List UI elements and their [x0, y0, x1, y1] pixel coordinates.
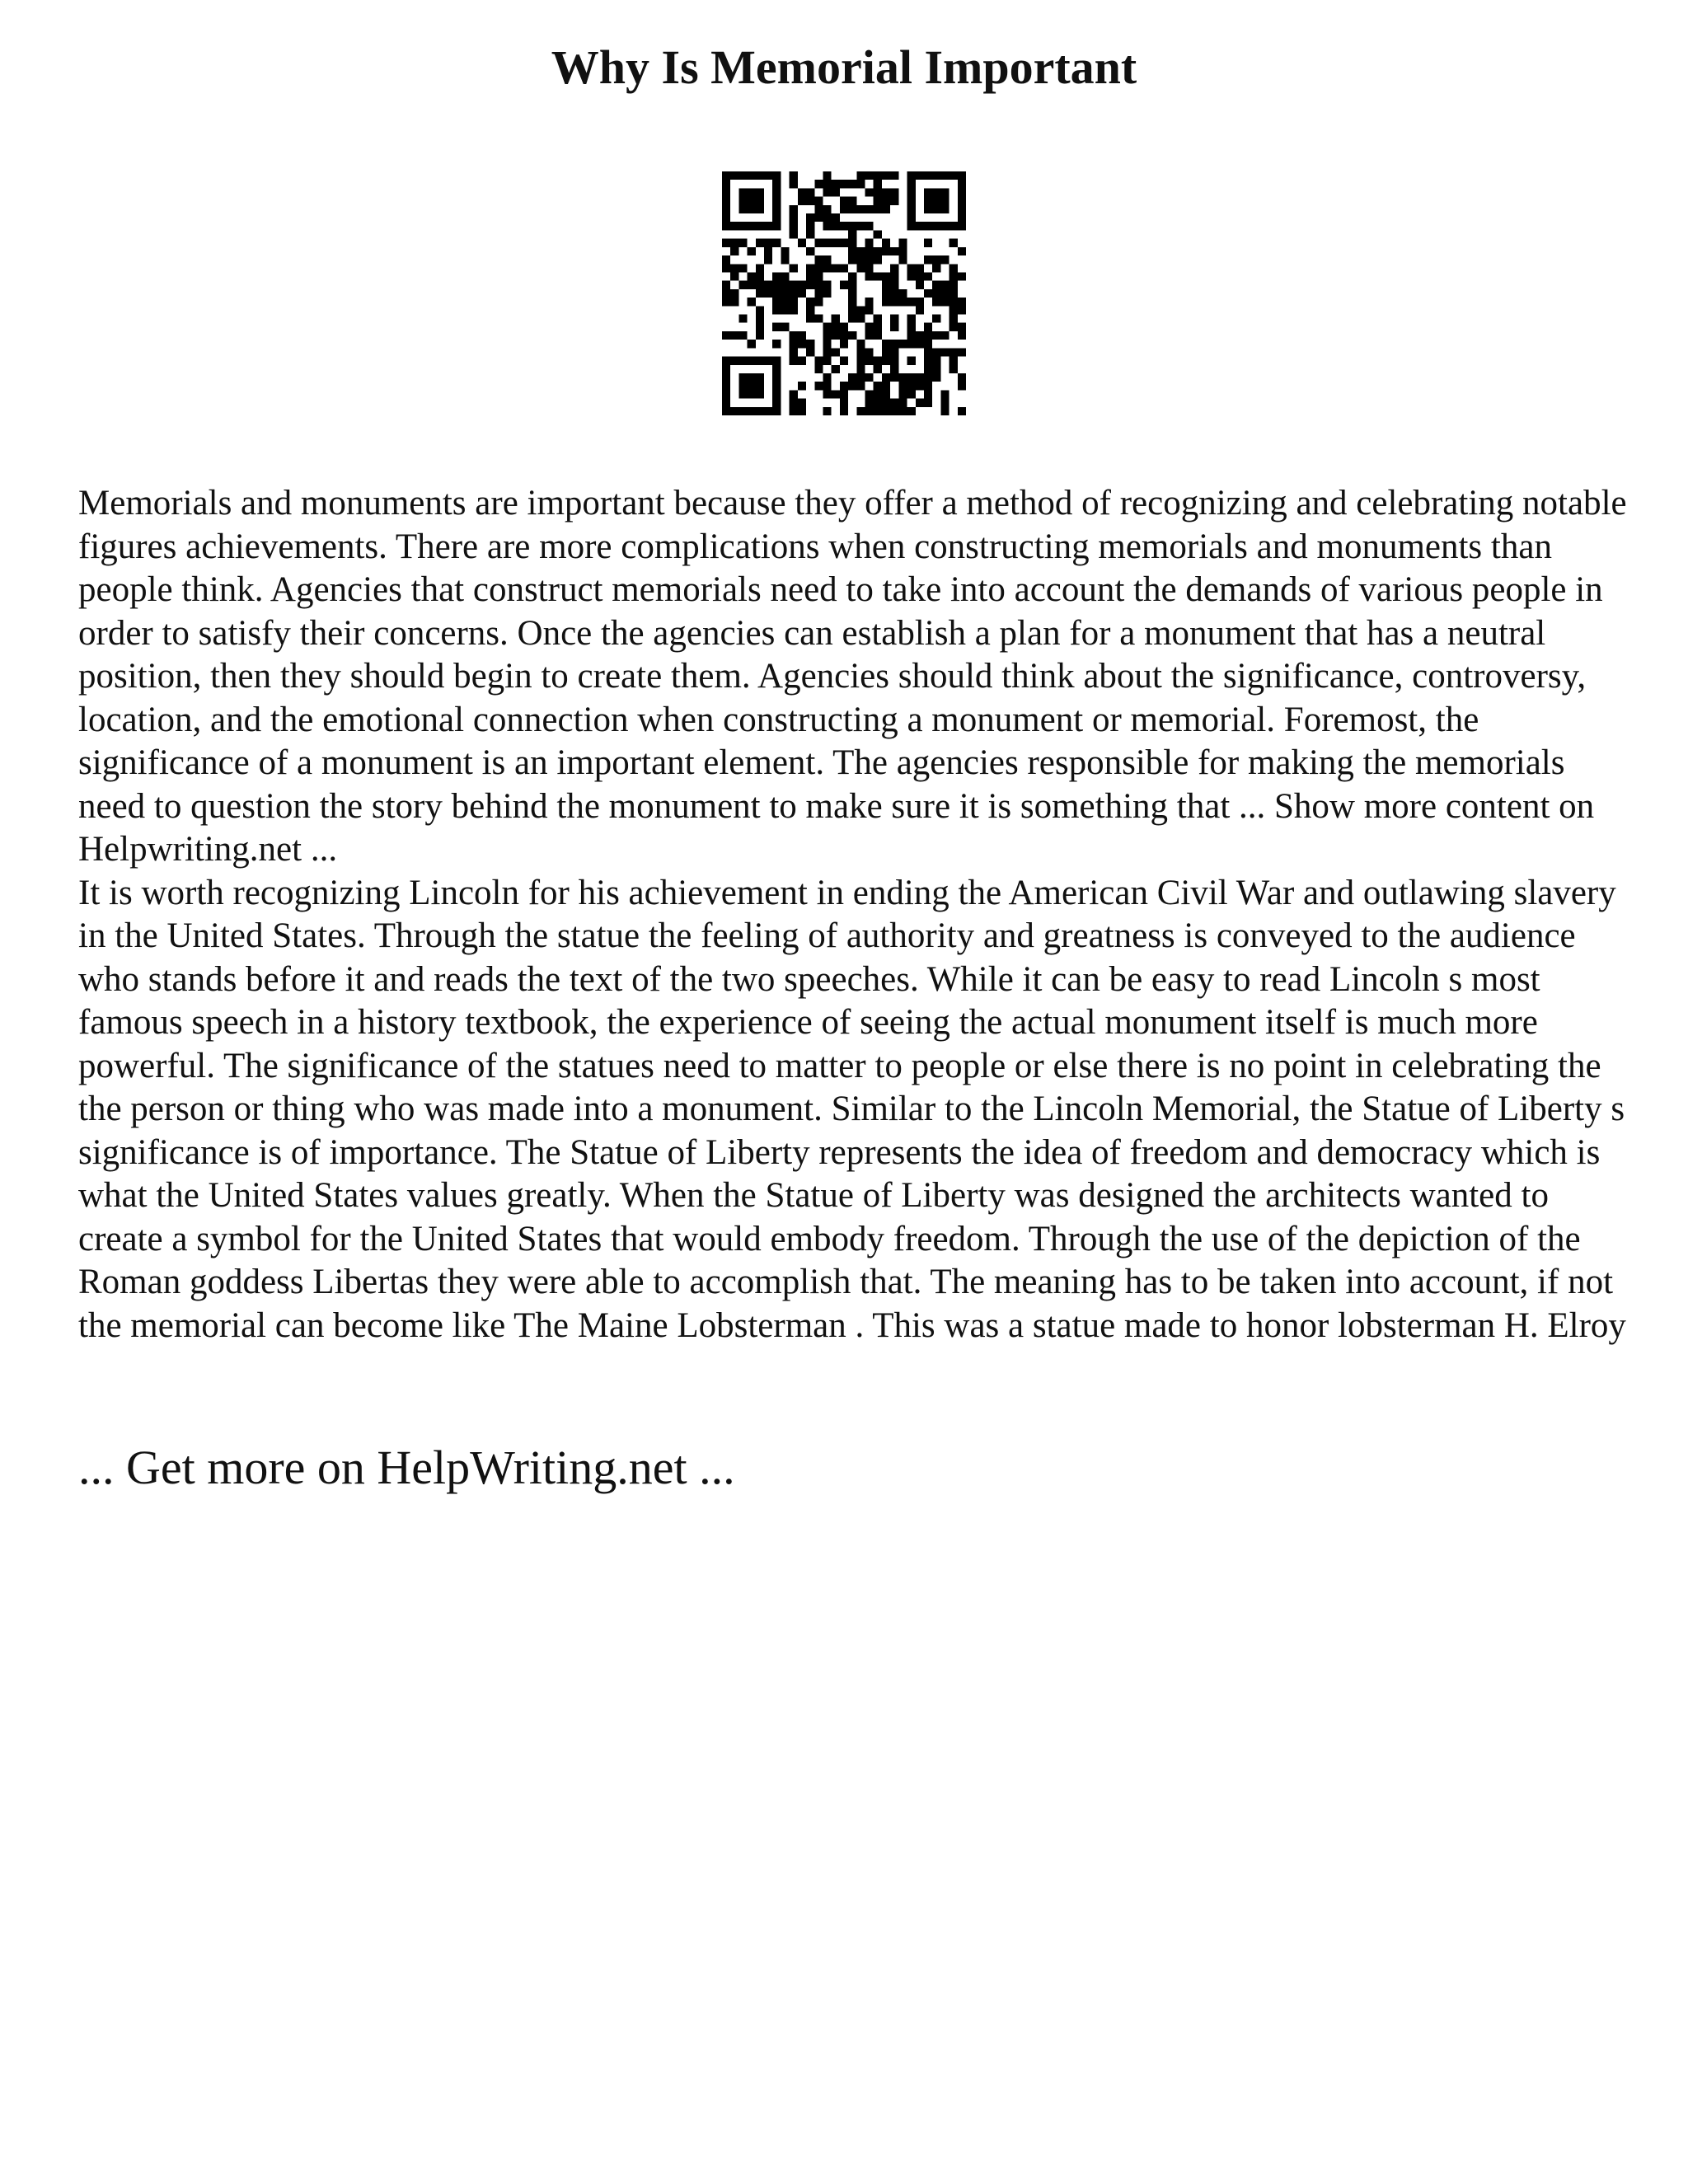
qr-code-icon[interactable]	[722, 171, 966, 415]
paragraph-1: Memorials and monuments are important because they offer a method of recognizing and celebrating notable figures achievements. There are more complications when constructing memorials and monuments than people think. Agencies that construct memorials need to take into account the demands of various people in order to satisfy their concerns. Once the agencies can establish a plan for a monument that has a neutral position, then they should begin to create them. Agencies should think about the significance, controversy, location, and the emotional connection when constructing a monument or memorial. Foremost, the significance of a monument is an important element. The agencies responsible for making the memorials need to question the story behind the monument to make sure it is something that ... Show more content on Helpwriting.net ...	[78, 484, 1627, 869]
article-body	[78, 482, 1628, 1347]
page-title: Why Is Memorial Important	[551, 40, 1137, 94]
get-more-link[interactable]: ... Get more on HelpWriting.net ...	[78, 1441, 735, 1494]
paragraph-2: It is worth recognizing Lincoln for his achievement in ending the American Civil War and outlawing slavery in the United States. Through the statue the feeling of authority and greatness is conveyed to the audience who stands before it and reads the text of the two speeches. While it can be easy to read Lincoln s most famous speech in a history textbook, the experience of seeing the actual monument itself is much more powerful. The significance of the statues need to matter to people or else there is no point in celebrating the the person or thing who was made into a monument. Similar to the Lincoln Memorial, the Statue of Liberty s significance is of importance. The Statue of Liberty represents the idea of freedom and democracy which is what the United States values greatly. When the Statue of Liberty was designed the architects wanted to create a symbol for the United States that would embody freedom. Through the use of the depiction of the Roman goddess Libertas they were able to accomplish that. The meaning has to be taken into account, if not the memorial can become like The Maine Lobsterman . This was a statue made to honor lobsterman H. Elroy	[78, 873, 1626, 1345]
